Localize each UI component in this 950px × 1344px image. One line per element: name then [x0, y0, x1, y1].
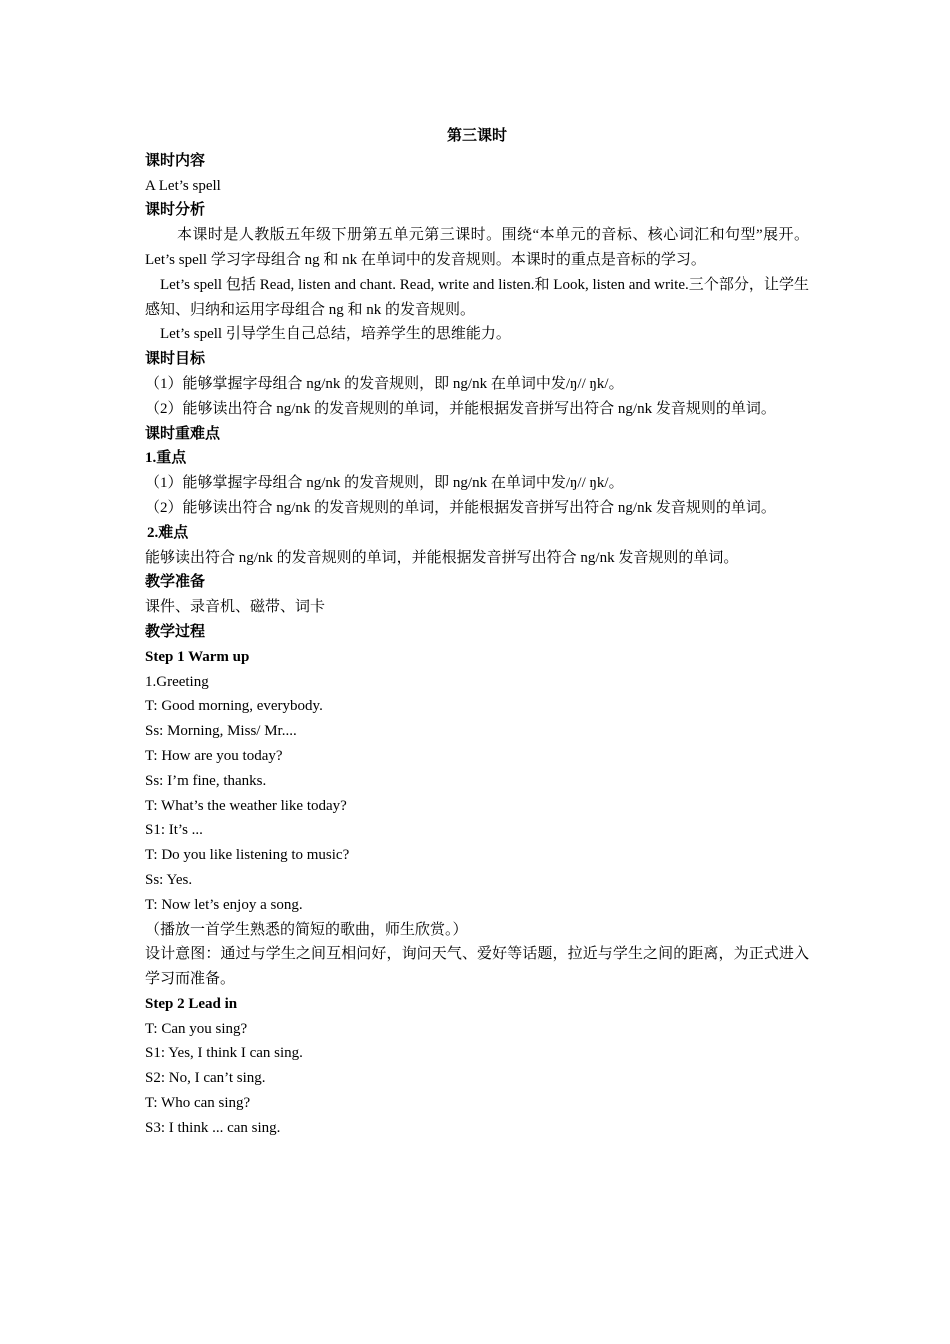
prep-heading: 教学准备: [145, 574, 206, 591]
dialogue-line: T: Who can sing?: [145, 1095, 251, 1112]
dialogue-line: S3: I think ... can sing.: [145, 1119, 281, 1136]
dialogue-line: T: Can you sing?: [145, 1020, 248, 1037]
dialogue-line: Ss: Yes.: [145, 871, 193, 888]
key-item-1: （1）能够掌握字母组合 ng/nk 的发音规则，即 ng/nk 在单词中发/ŋ// ŋk/。: [145, 475, 624, 492]
keypoints-heading: 课时重难点: [145, 425, 221, 442]
dialogue-line: S1: It’s ...: [145, 822, 203, 839]
step-1-heading: Step 1 Warm up: [145, 648, 250, 665]
design-intent-paragraph: 设计意图：通过与学生之间互相问好，询问天气、爱好等话题，拉近与学生之间的距离，为正式进入学习而准备。: [145, 946, 809, 988]
goals-heading: 课时目标: [145, 351, 206, 368]
dialogue-line: （播放一首学生熟悉的简短的歌曲，师生欣赏。）: [145, 921, 468, 938]
dialogue-line: T: How are you today?: [145, 747, 283, 764]
analysis-paragraph-2: Let’s spell 包括 Read, listen and chant. Read, write and listen.和 Look, listen and write.三个部分，让学生感知、归纳和运用字母组合 ng 和 nk 的发音规则。: [145, 276, 809, 318]
dialogue-line: S1: Yes, I think I can sing.: [145, 1045, 303, 1062]
dialogue-line: T: Now let’s enjoy a song.: [145, 896, 303, 913]
analysis-paragraph-1: 本课时是人教版五年级下册第五单元第三课时。围绕“本单元的音标、核心词汇和句型”展开。Let’s spell 学习字母组合 ng 和 nk 在单词中的发音规则。本课时的重点是音标的学习。: [145, 227, 809, 268]
dialogue-line: T: Do you like listening to music?: [145, 847, 350, 864]
difficult-subheading: 2.难点: [147, 524, 189, 541]
analysis-paragraph-3: Let’s spell 引导学生自己总结，培养学生的思维能力。: [160, 326, 511, 343]
key-subheading: 1.重点: [145, 450, 187, 467]
step-2-heading: Step 2 Lead in: [145, 995, 238, 1012]
key-item-2: （2）能够读出符合 ng/nk 的发音规则的单词，并能根据发音拼写出符合 ng/nk 发音规则的单词。: [145, 499, 776, 516]
dialogue-line: Ss: Morning, Miss/ Mr....: [145, 723, 297, 740]
difficult-item-1: 能够读出符合 ng/nk 的发音规则的单词，并能根据发音拼写出符合 ng/nk 发音规则的单词。: [145, 549, 739, 566]
analysis-heading: 课时分析: [145, 202, 206, 219]
page-title: 第三课时: [446, 128, 507, 144]
dialogue-line: S2: No, I can’t sing.: [145, 1070, 266, 1087]
content-text: A Let’s spell: [145, 177, 221, 194]
process-heading: 教学过程: [145, 623, 206, 640]
dialogue-line: Ss: I’m fine, thanks.: [145, 772, 267, 789]
goal-item-1: （1）能够掌握字母组合 ng/nk 的发音规则，即 ng/nk 在单词中发/ŋ// ŋk/。: [145, 375, 624, 392]
content-heading: 课时内容: [145, 152, 206, 169]
goal-item-2: （2）能够读出符合 ng/nk 的发音规则的单词，并能根据发音拼写出符合 ng/nk 发音规则的单词。: [145, 400, 776, 417]
dialogue-line: T: Good morning, everybody.: [145, 698, 323, 715]
dialogue-line: 1.Greeting: [145, 673, 209, 690]
document-page: [145, 124, 809, 1141]
prep-text: 课件、录音机、磁带、词卡: [145, 599, 326, 616]
dialogue-line: T: What’s the weather like today?: [145, 797, 347, 814]
